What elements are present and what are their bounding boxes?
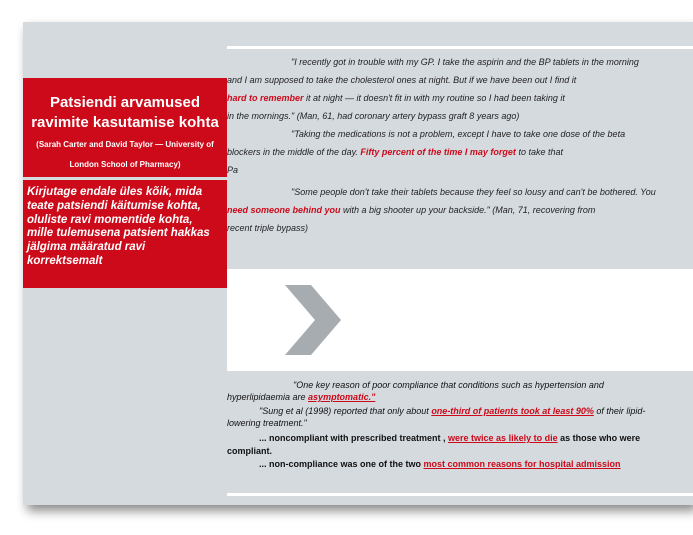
finding4-highlight: most common reasons for hospital admission bbox=[423, 459, 621, 469]
slide-title bbox=[23, 93, 227, 173]
bottom-divider bbox=[227, 493, 693, 496]
quote2-line2-text: blockers in the middle of the day. bbox=[227, 147, 361, 157]
quote3-line2-text: with a big shooter up your backside." (Man, 71, recovering from bbox=[340, 205, 596, 215]
finding1-line1: "One key reason of poor compliance that conditions such as hypertension and bbox=[293, 380, 604, 390]
quote3-line3: recent triple bypass) bbox=[227, 223, 309, 233]
quote2-line2-end: to take that bbox=[515, 147, 563, 157]
finding1-line2 bbox=[227, 392, 375, 402]
findings-box bbox=[227, 371, 693, 493]
slide bbox=[23, 22, 693, 505]
quote1-line1: "I recently got in trouble with my GP. I take the aspirin and the BP tablets in the morning bbox=[291, 57, 639, 67]
quote2-line1: "Taking the medications is not a problem, except I have to take one dose of the beta bbox=[291, 129, 626, 139]
title-main: Patsiendi arvamused ravimite kasutamise kohta bbox=[31, 94, 219, 131]
finding3-line1-text: ... noncompliant with prescribed treatment , bbox=[259, 433, 449, 443]
quote2-line2 bbox=[227, 147, 563, 157]
finding3-line1 bbox=[259, 433, 640, 443]
finding4-line1 bbox=[259, 459, 621, 469]
chevron-right-icon bbox=[285, 285, 345, 355]
finding2-line1-text: "Sung et al (1998) reported that only about bbox=[259, 406, 432, 416]
task-box bbox=[23, 180, 227, 288]
finding3-highlight: were twice as likely to die bbox=[448, 433, 558, 443]
finding4-line1-text: ... non-compliance was one of the two bbox=[259, 459, 424, 469]
quote2-line3: Pa bbox=[227, 165, 239, 175]
quote3-highlight: need someone behind you bbox=[227, 205, 341, 215]
quote3-line2 bbox=[227, 205, 595, 215]
finding3-line1-end: as those who were bbox=[557, 433, 641, 443]
finding2-line1-end: of their lipid- bbox=[593, 406, 646, 416]
task-text: Kirjutage endale üles kõik, mida teate patsiendi käitumise kohta, oluliste ravi momentide kohta, mille tulemusena patsient hakkas jälgima määratud ravi korrektsemalt bbox=[27, 186, 210, 267]
finding2-line2: lowering treatment." bbox=[227, 418, 307, 428]
finding2-highlight: one-third of patients took at least 90% bbox=[431, 406, 594, 416]
patient-quotes bbox=[227, 49, 693, 269]
quote1-line3 bbox=[227, 93, 565, 103]
quote1-highlight: hard to remember bbox=[227, 93, 304, 103]
finding2-line1 bbox=[259, 406, 645, 416]
finding1-line2-text: hyperlipidaemia are bbox=[227, 392, 309, 402]
quote1-line4: in the mornings." (Man, 61, had coronary artery bypass graft 8 years ago) bbox=[227, 111, 520, 121]
finding1-highlight: asymptomatic." bbox=[308, 392, 376, 402]
quote3-line1: "Some people don't take their tablets because they feel so lousy and can't be bothered. You bbox=[291, 187, 656, 197]
quote1-line3-text: it at night — it doesn't fit in with my routine so I had been taking it bbox=[303, 93, 565, 103]
quote1-line2: and I am supposed to take the cholesterol ones at night. But if we have been out I find it bbox=[227, 75, 577, 85]
arrow-panel bbox=[227, 269, 693, 371]
title-box bbox=[23, 78, 227, 177]
title-attribution: (Sarah Carter and David Taylor — University of London School of Pharmacy) bbox=[36, 140, 214, 169]
quote2-highlight: Fifty percent of the time I may forget bbox=[360, 147, 516, 157]
finding3-line2: compliant. bbox=[227, 446, 273, 456]
